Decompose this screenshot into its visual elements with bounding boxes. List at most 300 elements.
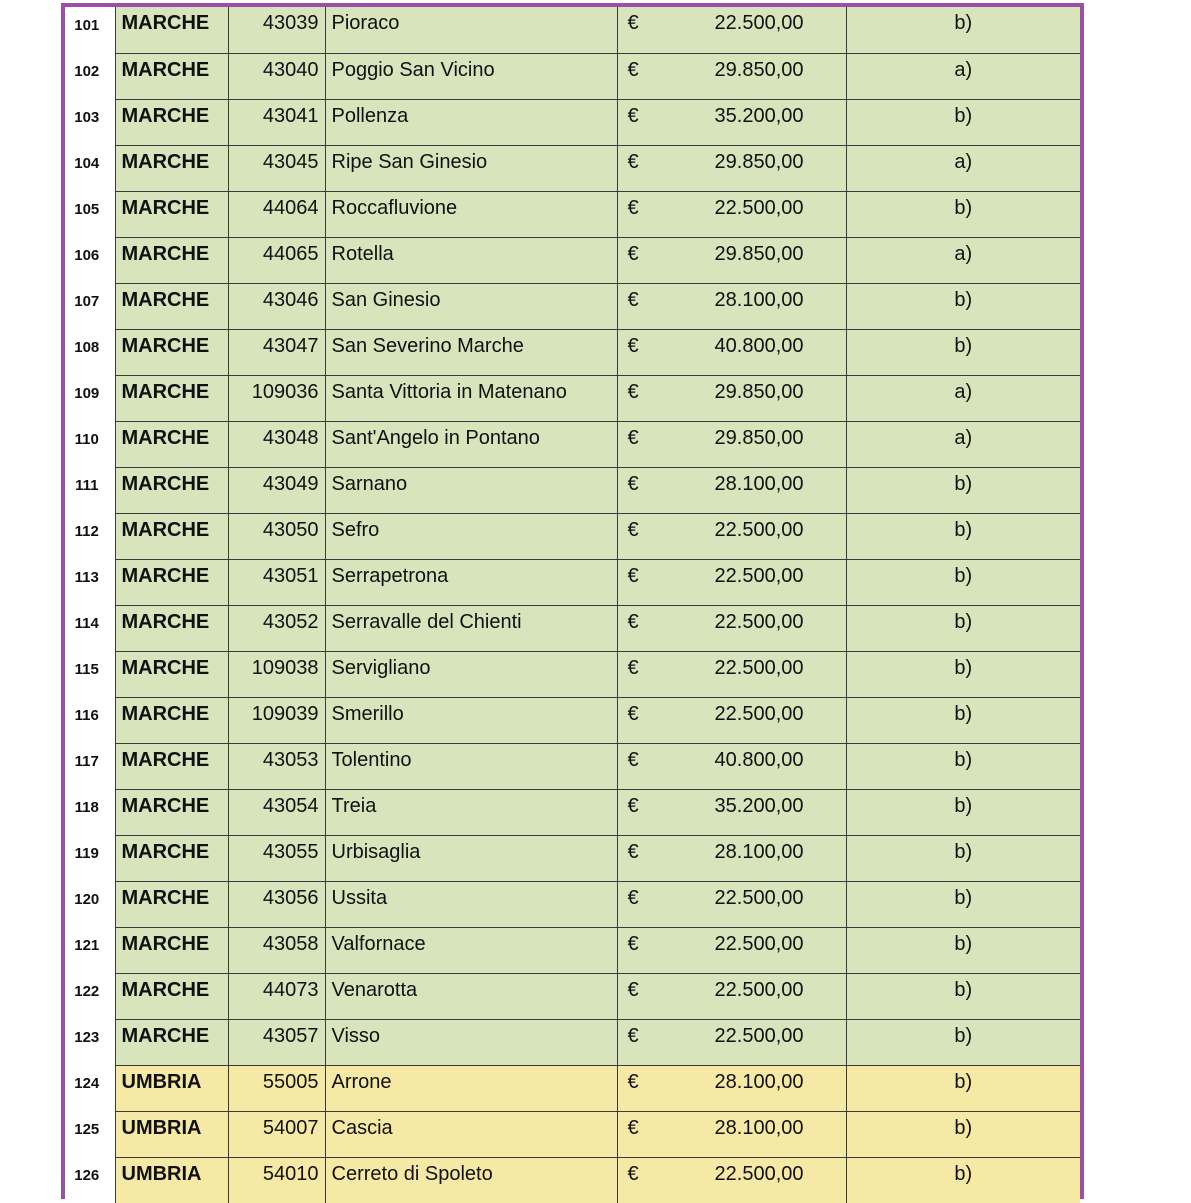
region-cell: [115, 7, 228, 53]
municipality-name: Ripe San Ginesio: [331, 150, 488, 173]
euro-symbol: €: [627, 932, 639, 955]
region-cell: [115, 329, 228, 375]
table-row: [65, 191, 1080, 237]
region-name: UMBRIA: [121, 1116, 202, 1139]
table-row: [65, 1157, 1080, 1203]
row-number: 119: [74, 845, 99, 862]
istat-code: 43053: [262, 748, 319, 771]
category-value: b): [954, 472, 973, 495]
amount-cell: [617, 927, 846, 973]
municipality-name: Venarotta: [331, 978, 418, 1001]
row-number: 114: [74, 615, 99, 632]
region-name: MARCHE: [121, 426, 210, 449]
euro-symbol: €: [627, 1162, 639, 1185]
amount-value: 22.500,00: [714, 196, 804, 219]
municipality-cell: [325, 927, 617, 973]
municipality-name: Visso: [331, 1024, 381, 1047]
amount-cell: [617, 513, 846, 559]
municipality-name: Ussita: [331, 886, 388, 909]
euro-symbol: €: [627, 104, 639, 127]
municipality-name: Treia: [331, 794, 377, 817]
table-row: [65, 1111, 1080, 1157]
municipality-cell: [325, 973, 617, 1019]
amount-cell: [617, 191, 846, 237]
istat-code: 43046: [262, 288, 319, 311]
municipality-name: Smerillo: [331, 702, 404, 725]
municipality-cell: [325, 421, 617, 467]
category-value: b): [954, 794, 973, 817]
euro-symbol: €: [627, 702, 639, 725]
table-row: [65, 145, 1080, 191]
region-name: UMBRIA: [121, 1162, 202, 1185]
municipality-cell: [325, 283, 617, 329]
istat-code-cell: [228, 835, 325, 881]
amount-value: 22.500,00: [714, 886, 804, 909]
istat-code: 44064: [262, 196, 319, 219]
istat-code: 44065: [262, 242, 319, 265]
row-number-cell: [65, 99, 115, 145]
municipality-cell: [325, 53, 617, 99]
region-name: MARCHE: [121, 472, 210, 495]
euro-symbol: €: [627, 334, 639, 357]
euro-symbol: €: [627, 748, 639, 771]
amount-cell: [617, 1111, 846, 1157]
region-cell: [115, 1019, 228, 1065]
region-name: MARCHE: [121, 702, 210, 725]
istat-code: 54007: [262, 1116, 319, 1139]
category-value: b): [954, 196, 973, 219]
row-number: 101: [74, 17, 100, 34]
istat-code-cell: [228, 329, 325, 375]
istat-code: 43058: [262, 932, 319, 955]
amount-value: 22.500,00: [714, 518, 804, 541]
euro-symbol: €: [627, 58, 639, 81]
row-number: 105: [74, 201, 100, 218]
row-number-cell: [65, 237, 115, 283]
amount-value: 28.100,00: [714, 472, 804, 495]
region-cell: [115, 835, 228, 881]
municipality-name: Serravalle del Chienti: [331, 610, 522, 633]
municipality-name: Pioraco: [331, 12, 400, 34]
municipality-name: Sarnano: [331, 472, 408, 495]
row-number: 120: [74, 891, 100, 908]
amount-value: 22.500,00: [714, 564, 804, 587]
euro-symbol: €: [627, 380, 639, 403]
istat-code: 43051: [262, 564, 319, 587]
table-row: [65, 559, 1080, 605]
table-row: [65, 743, 1080, 789]
amount-cell: [617, 1157, 846, 1203]
table-row: [65, 375, 1080, 421]
table-row: [65, 283, 1080, 329]
municipality-cell: [325, 605, 617, 651]
municipality-cell: [325, 329, 617, 375]
municipality-cell: [325, 375, 617, 421]
euro-symbol: €: [627, 610, 639, 633]
row-number-cell: [65, 1019, 115, 1065]
municipality-name: Poggio San Vicino: [331, 58, 495, 81]
region-cell: [115, 237, 228, 283]
region-cell: [115, 513, 228, 559]
table-row: [65, 53, 1080, 99]
euro-symbol: €: [627, 840, 639, 863]
row-number-cell: [65, 145, 115, 191]
region-cell: [115, 789, 228, 835]
municipality-name: Servigliano: [331, 656, 431, 679]
istat-code: 43047: [262, 334, 319, 357]
euro-symbol: €: [627, 978, 639, 1001]
amount-cell: [617, 651, 846, 697]
row-number-cell: [65, 651, 115, 697]
category-value: b): [954, 104, 973, 127]
istat-code-cell: [228, 237, 325, 283]
category-cell: [846, 7, 1080, 53]
istat-code-cell: [228, 1065, 325, 1111]
municipality-name: Sant'Angelo in Pontano: [331, 426, 540, 449]
municipality-cell: [325, 513, 617, 559]
istat-code-cell: [228, 53, 325, 99]
row-number: 118: [74, 799, 99, 816]
region-cell: [115, 283, 228, 329]
istat-code-cell: [228, 559, 325, 605]
category-cell: [846, 421, 1080, 467]
istat-code: 43045: [262, 150, 319, 173]
category-value: b): [954, 656, 973, 679]
row-number: 109: [74, 385, 100, 402]
category-cell: [846, 237, 1080, 283]
table-row: [65, 605, 1080, 651]
category-cell: [846, 513, 1080, 559]
municipality-cell: [325, 697, 617, 743]
istat-code-cell: [228, 651, 325, 697]
category-cell: [846, 743, 1080, 789]
table-row: [65, 513, 1080, 559]
municipality-name: Santa Vittoria in Matenano: [331, 380, 567, 403]
category-value: a): [954, 150, 973, 173]
category-value: b): [954, 748, 973, 771]
table-row: [65, 927, 1080, 973]
row-number-cell: [65, 881, 115, 927]
table-body: [65, 7, 1080, 1203]
table-row: [65, 973, 1080, 1019]
amount-value: 22.500,00: [714, 656, 804, 679]
row-number-cell: [65, 1065, 115, 1111]
amount-cell: [617, 835, 846, 881]
row-number-cell: [65, 927, 115, 973]
amount-value: 29.850,00: [714, 242, 804, 265]
euro-symbol: €: [627, 12, 639, 34]
amount-cell: [617, 697, 846, 743]
category-cell: [846, 145, 1080, 191]
istat-code: 43048: [262, 426, 319, 449]
euro-symbol: €: [627, 196, 639, 219]
category-value: b): [954, 1070, 973, 1093]
euro-symbol: €: [627, 1024, 639, 1047]
istat-code: 109038: [251, 656, 319, 679]
amount-value: 35.200,00: [714, 794, 804, 817]
istat-code: 43054: [262, 794, 319, 817]
municipality-cell: [325, 191, 617, 237]
municipality-cell: [325, 835, 617, 881]
category-cell: [846, 375, 1080, 421]
row-number-cell: [65, 559, 115, 605]
row-number-cell: [65, 467, 115, 513]
region-cell: [115, 973, 228, 1019]
table-row: [65, 1065, 1080, 1111]
row-number-cell: [65, 7, 115, 53]
amount-cell: [617, 605, 846, 651]
amount-value: 35.200,00: [714, 104, 804, 127]
amount-cell: [617, 467, 846, 513]
municipality-name: Urbisaglia: [331, 840, 421, 863]
row-number: 112: [74, 523, 99, 540]
municipality-cell: [325, 1065, 617, 1111]
region-name: MARCHE: [121, 150, 210, 173]
region-name: MARCHE: [121, 288, 210, 311]
istat-code-cell: [228, 881, 325, 927]
row-number-cell: [65, 283, 115, 329]
row-number-cell: [65, 789, 115, 835]
region-name: MARCHE: [121, 518, 210, 541]
row-number-cell: [65, 53, 115, 99]
row-number: 115: [74, 661, 99, 678]
table-row: [65, 789, 1080, 835]
municipality-cell: [325, 99, 617, 145]
municipality-cell: [325, 1019, 617, 1065]
row-number: 123: [74, 1029, 100, 1046]
region-cell: [115, 559, 228, 605]
row-number-cell: [65, 1111, 115, 1157]
row-number: 106: [74, 247, 100, 264]
category-cell: [846, 559, 1080, 605]
municipality-cell: [325, 467, 617, 513]
region-name: MARCHE: [121, 978, 210, 1001]
amount-cell: [617, 789, 846, 835]
istat-code-cell: [228, 1111, 325, 1157]
table-row: [65, 237, 1080, 283]
istat-code-cell: [228, 605, 325, 651]
category-cell: [846, 283, 1080, 329]
istat-code: 44073: [262, 978, 319, 1001]
region-name: MARCHE: [121, 104, 210, 127]
municipality-cell: [325, 651, 617, 697]
category-cell: [846, 697, 1080, 743]
row-number-cell: [65, 513, 115, 559]
row-number-cell: [65, 835, 115, 881]
category-value: b): [954, 978, 973, 1001]
category-cell: [846, 53, 1080, 99]
region-name: MARCHE: [121, 12, 210, 34]
region-cell: [115, 927, 228, 973]
category-cell: [846, 881, 1080, 927]
table-row: [65, 881, 1080, 927]
euro-symbol: €: [627, 518, 639, 541]
istat-code: 43039: [262, 12, 319, 34]
municipality-cell: [325, 559, 617, 605]
istat-code: 43041: [262, 104, 319, 127]
category-value: b): [954, 1162, 973, 1185]
amount-value: 29.850,00: [714, 150, 804, 173]
amount-value: 40.800,00: [714, 334, 804, 357]
row-number: 116: [74, 707, 99, 724]
category-value: b): [954, 12, 973, 34]
region-name: UMBRIA: [121, 1070, 202, 1093]
istat-code-cell: [228, 375, 325, 421]
municipality-name: Cerreto di Spoleto: [331, 1162, 493, 1185]
category-cell: [846, 789, 1080, 835]
municipality-name: Arrone: [331, 1070, 392, 1093]
region-name: MARCHE: [121, 242, 210, 265]
municipality-name: Tolentino: [331, 748, 412, 771]
table-row: [65, 697, 1080, 743]
euro-symbol: €: [627, 472, 639, 495]
region-cell: [115, 743, 228, 789]
region-name: MARCHE: [121, 334, 210, 357]
amount-value: 22.500,00: [714, 1162, 804, 1185]
region-cell: [115, 421, 228, 467]
region-cell: [115, 99, 228, 145]
amount-cell: [617, 1019, 846, 1065]
istat-code-cell: [228, 789, 325, 835]
category-value: b): [954, 932, 973, 955]
istat-code: 109039: [251, 702, 319, 725]
amount-value: 29.850,00: [714, 380, 804, 403]
municipality-cell: [325, 881, 617, 927]
row-number-cell: [65, 605, 115, 651]
row-number: 121: [74, 937, 100, 954]
istat-code: 55005: [262, 1070, 319, 1093]
category-value: b): [954, 334, 973, 357]
category-cell: [846, 835, 1080, 881]
row-number: 103: [74, 109, 100, 126]
row-number: 107: [74, 293, 100, 310]
category-value: a): [954, 426, 973, 449]
istat-code-cell: [228, 1019, 325, 1065]
spreadsheet-frame: [61, 3, 1084, 1199]
amount-value: 29.850,00: [714, 58, 804, 81]
istat-code-cell: [228, 421, 325, 467]
amount-value: 22.500,00: [714, 932, 804, 955]
region-cell: [115, 375, 228, 421]
amount-value: 40.800,00: [714, 748, 804, 771]
category-cell: [846, 99, 1080, 145]
istat-code-cell: [228, 467, 325, 513]
region-cell: [115, 697, 228, 743]
table-row: [65, 651, 1080, 697]
municipality-name: Pollenza: [331, 104, 409, 127]
istat-code: 43055: [262, 840, 319, 863]
region-cell: [115, 881, 228, 927]
region-cell: [115, 1157, 228, 1203]
table-row: [65, 7, 1080, 53]
amount-value: 28.100,00: [714, 1116, 804, 1139]
row-number-cell: [65, 375, 115, 421]
istat-code: 43057: [262, 1024, 319, 1047]
amount-cell: [617, 329, 846, 375]
istat-code-cell: [228, 697, 325, 743]
istat-code-cell: [228, 973, 325, 1019]
category-value: b): [954, 702, 973, 725]
region-name: MARCHE: [121, 196, 210, 219]
amount-value: 28.100,00: [714, 840, 804, 863]
municipality-cell: [325, 1157, 617, 1203]
amount-value: 22.500,00: [714, 978, 804, 1001]
region-cell: [115, 1111, 228, 1157]
municipality-name: Serrapetrona: [331, 564, 449, 587]
amount-cell: [617, 375, 846, 421]
category-value: b): [954, 1024, 973, 1047]
category-value: b): [954, 564, 973, 587]
municipality-cell: [325, 7, 617, 53]
category-cell: [846, 973, 1080, 1019]
region-cell: [115, 191, 228, 237]
row-number: 117: [74, 753, 99, 770]
euro-symbol: €: [627, 1116, 639, 1139]
row-number-cell: [65, 973, 115, 1019]
table-row: [65, 421, 1080, 467]
euro-symbol: €: [627, 150, 639, 173]
category-value: b): [954, 886, 973, 909]
istat-code: 43052: [262, 610, 319, 633]
amount-value: 22.500,00: [714, 12, 804, 34]
region-cell: [115, 467, 228, 513]
amount-value: 28.100,00: [714, 288, 804, 311]
istat-code-cell: [228, 191, 325, 237]
istat-code: 43040: [262, 58, 319, 81]
euro-symbol: €: [627, 288, 639, 311]
category-value: a): [954, 242, 973, 265]
euro-symbol: €: [627, 886, 639, 909]
row-number: 108: [74, 339, 100, 356]
row-number: 126: [74, 1167, 100, 1184]
istat-code-cell: [228, 99, 325, 145]
amount-cell: [617, 237, 846, 283]
amount-cell: [617, 881, 846, 927]
region-cell: [115, 1065, 228, 1111]
amount-cell: [617, 7, 846, 53]
category-value: a): [954, 380, 973, 403]
euro-symbol: €: [627, 1070, 639, 1093]
region-name: MARCHE: [121, 610, 210, 633]
row-number: 125: [74, 1121, 100, 1138]
municipality-name: Rotella: [331, 242, 394, 265]
region-name: MARCHE: [121, 748, 210, 771]
amount-cell: [617, 145, 846, 191]
istat-code: 43050: [262, 518, 319, 541]
row-number: 110: [74, 431, 99, 448]
istat-code: 54010: [262, 1162, 319, 1185]
euro-symbol: €: [627, 426, 639, 449]
category-cell: [846, 651, 1080, 697]
region-name: MARCHE: [121, 932, 210, 955]
row-number-cell: [65, 191, 115, 237]
row-number-cell: [65, 697, 115, 743]
istat-code-cell: [228, 145, 325, 191]
table-row: [65, 835, 1080, 881]
istat-code-cell: [228, 283, 325, 329]
category-value: b): [954, 288, 973, 311]
category-value: b): [954, 610, 973, 633]
region-cell: [115, 53, 228, 99]
municipality-table: [65, 7, 1080, 1203]
row-number-cell: [65, 1157, 115, 1203]
category-cell: [846, 605, 1080, 651]
table-row: [65, 1019, 1080, 1065]
region-name: MARCHE: [121, 1024, 210, 1047]
region-name: MARCHE: [121, 656, 210, 679]
category-cell: [846, 1065, 1080, 1111]
istat-code-cell: [228, 927, 325, 973]
